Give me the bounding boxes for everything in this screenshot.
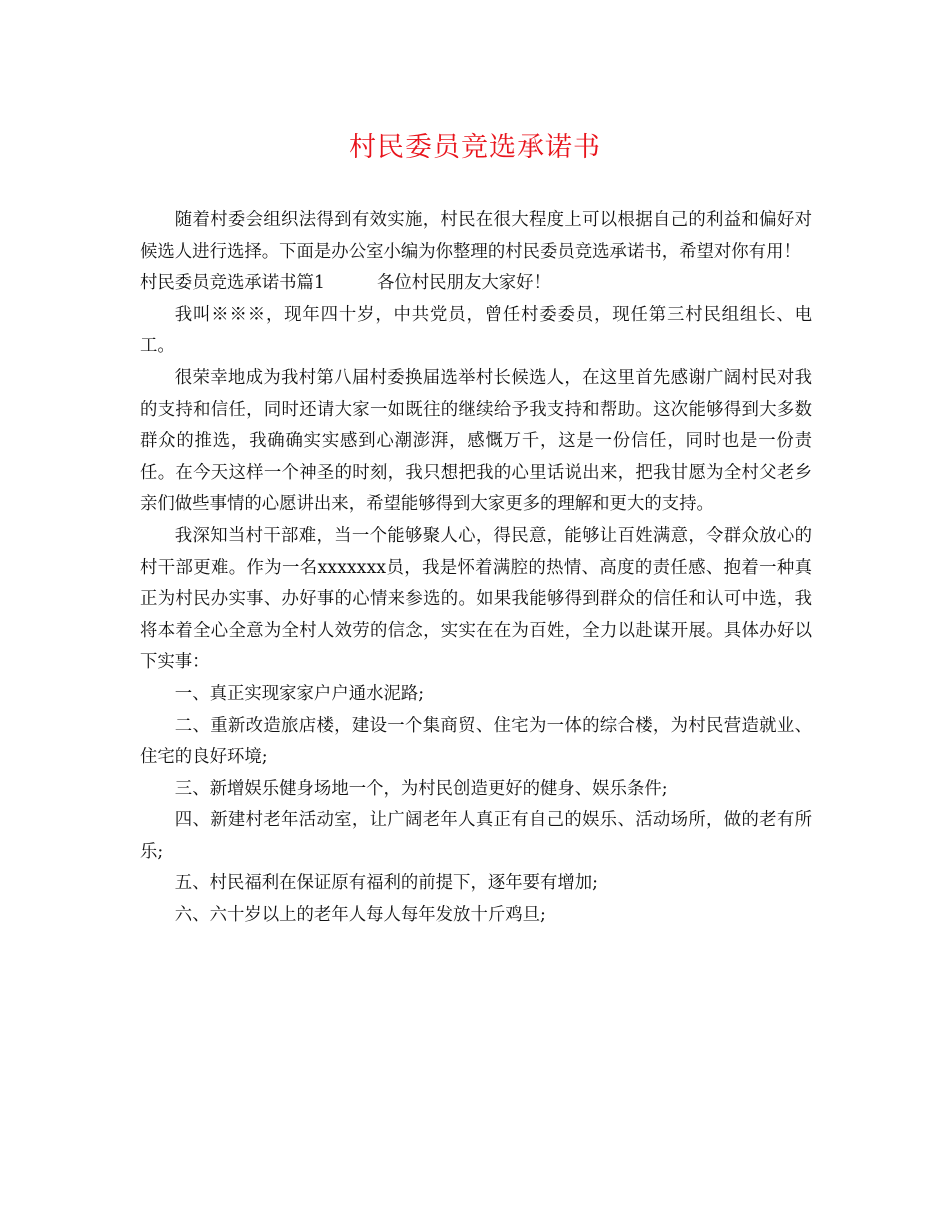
section-heading-line (140, 268, 812, 300)
paragraph-thanks: 很荣幸地成为我村第八届村委换届选举村长候选人，在这里首先感谢广阔村民对我的支持和信任，同时还请大家一如既往的继续给予我支持和帮助。这次能够得到大多数群众的推选，我确确实实感到心潮澎湃，感慨万千，这是一份信任，同时也是一份责任。在今天这样一个神圣的时刻，我只想把我的心里话说出来，把我甘愿为全村父老乡亲们做些事情的心愿讲出来，希望能够得到大家更多的理解和更大的支持。 (140, 367, 812, 515)
list-item: 六、六十岁以上的老年人每人每年发放十斤鸡旦; (174, 905, 546, 926)
paragraph-self-intro: 我叫※※※，现年四十岁，中共党员，曾任村委委员，现任第三村民组组长、电工。 (140, 304, 812, 357)
list-item: 一、真正实现家家户户通水泥路; (174, 683, 425, 704)
list-item: 四、新建村老年活动室，让广阔老年人真正有自己的娱乐、活动场所，做的老有所乐; (140, 810, 812, 862)
document-body (140, 205, 812, 932)
list-item: 三、新增娱乐健身场地一个，为村民创造更好的健身、娱乐条件; (174, 778, 668, 799)
section-heading: 村民委员竞选承诺书篇1 (140, 273, 325, 294)
paragraph-commitment: 我深知当村干部难，当一个能够聚人心，得民意，能够让百姓满意，令群众放心的村干部更难。作为一名xxxxxxx员，我是怀着满腔的热情、高度的责任感、抱着一种真正为村民办实事、办好事的心情来参选的。如果我能够得到群众的信任和认可中选，我将本着全心全意为全村人效劳的信念，实实在在为百姓，全力以赴谋开展。具体办好以下实事： (140, 525, 812, 673)
intro-paragraph: 随着村委会组织法得到有效实施，村民在很大程度上可以根据自己的利益和偏好对候选人进行选择。下面是办公室小编为你整理的村民委员竞选承诺书，希望对你有用！ (140, 210, 812, 262)
list-item: 二、重新改造旅店楼，建设一个集商贸、住宅为一体的综合楼，为村民营造就业、住宅的良好环境; (140, 715, 812, 768)
document-title: 村民委员竞选承诺书 (349, 132, 601, 163)
list-item: 五、村民福利在保证原有福利的前提下，逐年要有增加; (174, 873, 599, 894)
greeting: 各位村民朋友大家好！ (376, 273, 551, 294)
